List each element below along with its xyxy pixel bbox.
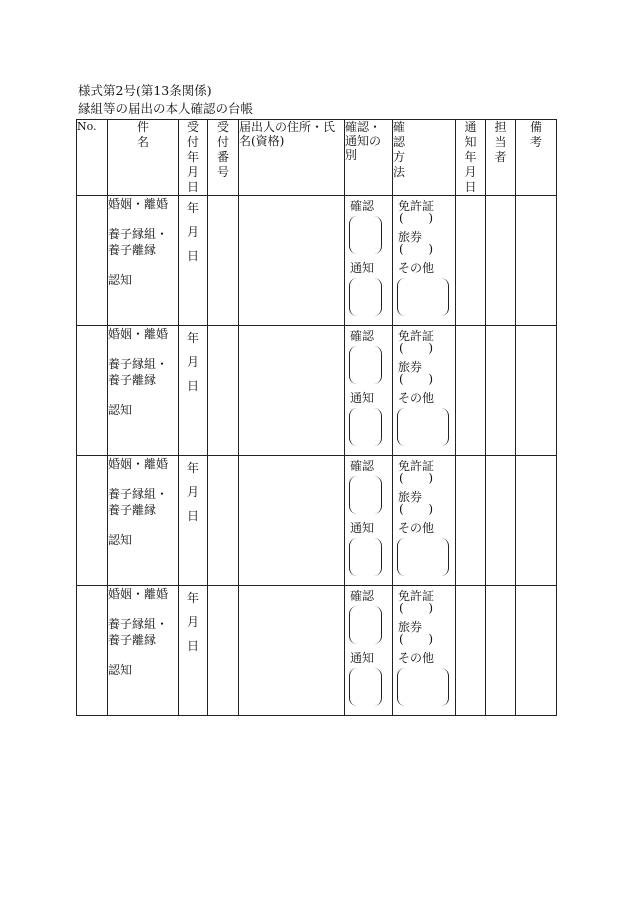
license-paren: ( ) xyxy=(399,471,433,485)
header-kenmei: 件 名 xyxy=(108,120,179,196)
header-method: 確 認 方 法 xyxy=(393,120,456,196)
receipt-number-cell[interactable] xyxy=(208,196,239,326)
notice-label: 通知 xyxy=(350,261,375,275)
receipt-date-cell[interactable]: 年 月 日 xyxy=(179,586,208,716)
notice-date-cell[interactable] xyxy=(456,586,486,716)
license-paren: ( ) xyxy=(399,341,433,355)
staff-cell[interactable] xyxy=(486,196,516,326)
adoption-label: 養子縁組・ xyxy=(108,617,169,631)
notice-bracket xyxy=(349,408,382,446)
confirm-label: 確認 xyxy=(350,459,375,473)
confirm-label: 確認 xyxy=(350,199,375,213)
license-label: 免許証 xyxy=(398,589,435,603)
passport-label: 旅券 xyxy=(398,620,423,634)
passport-paren: ( ) xyxy=(399,502,433,516)
license-label: 免許証 xyxy=(398,199,435,213)
notice-bracket xyxy=(349,278,382,316)
applicant-cell[interactable] xyxy=(239,586,345,716)
passport-label: 旅券 xyxy=(398,230,423,244)
other-label: その他 xyxy=(398,521,435,535)
dissolution-label: 養子離縁 xyxy=(108,633,157,647)
no-cell[interactable] xyxy=(77,456,108,586)
notice-date-cell[interactable] xyxy=(456,196,486,326)
staff-cell[interactable] xyxy=(486,586,516,716)
confirm-bracket xyxy=(349,476,382,514)
receipt-date-cell[interactable]: 年 月 日 xyxy=(179,196,208,326)
dissolution-label: 養子離縁 xyxy=(108,243,157,257)
notice-label: 通知 xyxy=(350,391,375,405)
recognition-label: 認知 xyxy=(108,533,133,547)
notice-label: 通知 xyxy=(350,651,375,665)
header-receipt-date: 受 付 年 月 日 xyxy=(179,120,208,196)
kenmei-cell xyxy=(108,456,179,586)
receipt-number-cell[interactable] xyxy=(208,456,239,586)
method-cell[interactable] xyxy=(393,196,456,326)
dissolution-label: 養子離縁 xyxy=(108,373,157,387)
header-no: No. xyxy=(77,120,108,196)
receipt-number-cell[interactable] xyxy=(208,586,239,716)
other-bracket xyxy=(397,668,449,706)
notice-date-cell[interactable] xyxy=(456,326,486,456)
header-staff: 担 当 者 xyxy=(486,120,516,196)
no-cell[interactable] xyxy=(77,586,108,716)
no-cell[interactable] xyxy=(77,196,108,326)
header-notice-date: 通 知 年 月 日 xyxy=(456,120,486,196)
confirm-notice-cell[interactable] xyxy=(345,456,393,586)
remarks-cell[interactable] xyxy=(516,196,557,326)
notice-bracket xyxy=(349,668,382,706)
form-number: 様式第2号(第13条関係) xyxy=(78,83,212,98)
confirm-label: 確認 xyxy=(350,589,375,603)
confirm-bracket xyxy=(349,346,382,384)
notice-date-cell[interactable] xyxy=(456,456,486,586)
ledger-title: 縁組等の届出の本人確認の台帳 xyxy=(78,101,254,116)
kenmei-cell xyxy=(108,196,179,326)
adoption-label: 養子縁組・ xyxy=(108,487,169,501)
other-bracket xyxy=(397,408,449,446)
passport-paren: ( ) xyxy=(399,242,433,256)
applicant-cell[interactable] xyxy=(239,326,345,456)
recognition-label: 認知 xyxy=(108,403,133,417)
ledger-row xyxy=(77,456,557,586)
ledger-row xyxy=(77,326,557,456)
license-label: 免許証 xyxy=(398,329,435,343)
header-remarks: 備 考 xyxy=(516,120,557,196)
marriage-divorce-label: 婚姻・離婚 xyxy=(108,457,169,471)
passport-label: 旅券 xyxy=(398,360,423,374)
license-paren: ( ) xyxy=(399,211,433,225)
notice-bracket xyxy=(349,538,382,576)
recognition-label: 認知 xyxy=(108,663,133,677)
remarks-cell[interactable] xyxy=(516,456,557,586)
header-receipt-number: 受 付 番 号 xyxy=(208,120,239,196)
header-confirm-notice: 確認・通知の別 xyxy=(345,120,393,196)
kenmei-cell xyxy=(108,326,179,456)
ledger-row xyxy=(77,586,557,716)
confirm-notice-cell[interactable] xyxy=(345,196,393,326)
other-label: その他 xyxy=(398,651,435,665)
recognition-label: 認知 xyxy=(108,273,133,287)
identity-confirmation-ledger xyxy=(76,119,557,716)
marriage-divorce-label: 婚姻・離婚 xyxy=(108,197,169,211)
other-label: その他 xyxy=(398,391,435,405)
other-bracket xyxy=(397,538,449,576)
staff-cell[interactable] xyxy=(486,456,516,586)
dissolution-label: 養子離縁 xyxy=(108,503,157,517)
marriage-divorce-label: 婚姻・離婚 xyxy=(108,327,169,341)
confirm-bracket xyxy=(349,606,382,644)
remarks-cell[interactable] xyxy=(516,586,557,716)
confirm-notice-cell[interactable] xyxy=(345,326,393,456)
confirm-label: 確認 xyxy=(350,329,375,343)
receipt-date-cell[interactable]: 年 月 日 xyxy=(179,326,208,456)
method-cell[interactable] xyxy=(393,456,456,586)
adoption-label: 養子縁組・ xyxy=(108,357,169,371)
header-applicant: 届出人の住所・氏名(資格) xyxy=(239,120,345,196)
other-bracket xyxy=(397,278,449,316)
method-cell[interactable] xyxy=(393,586,456,716)
applicant-cell[interactable] xyxy=(239,456,345,586)
applicant-cell[interactable] xyxy=(239,196,345,326)
adoption-label: 養子縁組・ xyxy=(108,227,169,241)
remarks-cell[interactable] xyxy=(516,326,557,456)
notice-label: 通知 xyxy=(350,521,375,535)
license-label: 免許証 xyxy=(398,459,435,473)
method-cell[interactable] xyxy=(393,326,456,456)
marriage-divorce-label: 婚姻・離婚 xyxy=(108,587,169,601)
other-label: その他 xyxy=(398,261,435,275)
passport-paren: ( ) xyxy=(399,632,433,646)
staff-cell[interactable] xyxy=(486,326,516,456)
confirm-bracket xyxy=(349,216,382,254)
passport-paren: ( ) xyxy=(399,372,433,386)
receipt-number-cell[interactable] xyxy=(208,326,239,456)
kenmei-cell xyxy=(108,586,179,716)
passport-label: 旅券 xyxy=(398,490,423,504)
header-row xyxy=(77,120,557,196)
ledger-row xyxy=(77,196,557,326)
no-cell[interactable] xyxy=(77,326,108,456)
receipt-date-cell[interactable]: 年 月 日 xyxy=(179,456,208,586)
confirm-notice-cell[interactable] xyxy=(345,586,393,716)
license-paren: ( ) xyxy=(399,601,433,615)
